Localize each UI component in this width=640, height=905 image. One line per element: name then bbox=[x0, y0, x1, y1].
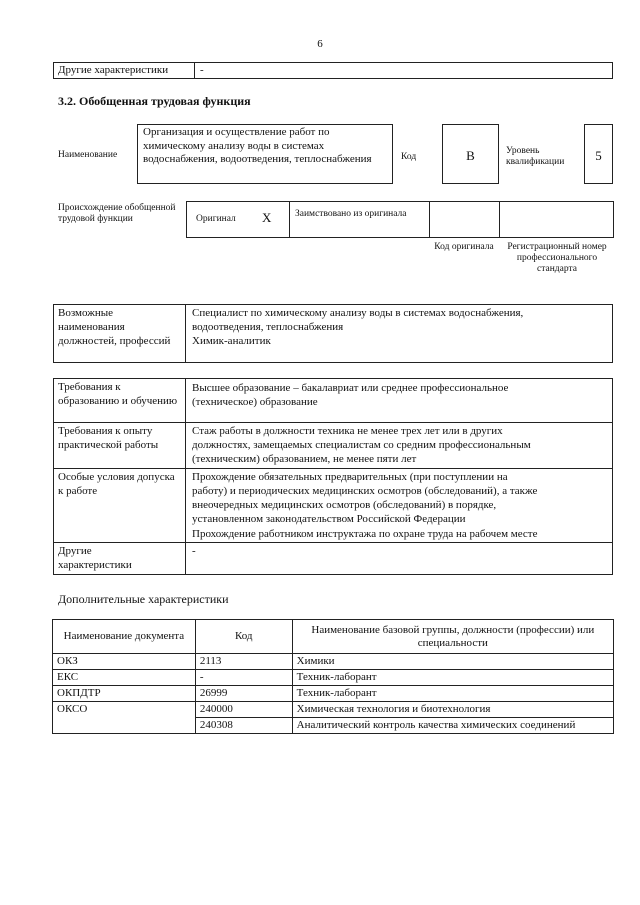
row-doc: ОКСО bbox=[53, 702, 196, 734]
row-code: - bbox=[195, 670, 292, 686]
top-row-label: Другие характеристики bbox=[58, 64, 169, 76]
row-name: Аналитический контроль качества химических соединений bbox=[292, 718, 613, 734]
additional-table bbox=[52, 619, 614, 734]
positions-line-1: Специалист по химическому анализу воды в системах водоснабжения, bbox=[192, 307, 524, 319]
header-name: Наименование базовой группы, должности (профессии) или специальности bbox=[292, 620, 613, 654]
positions-line-3: Химик-аналитик bbox=[192, 335, 271, 347]
req-education-line-1: Высшее образование – бакалавриат или среднее профессиональное bbox=[192, 382, 509, 394]
requirements-divider bbox=[185, 378, 186, 575]
row-code: 240000 bbox=[195, 702, 292, 718]
header-document: Наименование документа bbox=[53, 620, 196, 654]
original-mark: X bbox=[262, 210, 272, 225]
row-code: 26999 bbox=[195, 686, 292, 702]
row-code: 2113 bbox=[195, 654, 292, 670]
name-label: Наименование bbox=[58, 150, 118, 160]
row-doc: ЕКС bbox=[53, 670, 196, 686]
req-experience-line-2: должностях, замещаемых специалистам со средним профессиональным bbox=[192, 439, 531, 451]
req-other-label: Другие характеристики bbox=[58, 545, 132, 571]
origin-divider-1 bbox=[289, 201, 290, 238]
req-admission-line-4: установленном законодательством Российской Федерации bbox=[192, 513, 466, 525]
table-row bbox=[53, 670, 614, 686]
original-label: Оригинал bbox=[196, 214, 236, 224]
page-number: 6 bbox=[317, 38, 323, 50]
row-doc: ОКЗ bbox=[53, 654, 196, 670]
row-name: Техник-лаборант bbox=[292, 670, 613, 686]
positions-label: Возможные наименования должностей, профессий bbox=[58, 307, 171, 347]
name-value: Организация и осуществление работ по химическому анализу воды в системах водоснабжения, водоотведения, теплоснабжения bbox=[143, 126, 372, 165]
req-admission-line-1: Прохождение обязательных предварительных (при поступлении на bbox=[192, 471, 508, 483]
requirements-row-line-1 bbox=[53, 422, 613, 423]
row-doc: ОКПДТР bbox=[53, 686, 196, 702]
req-education-line-2: (техническое) образование bbox=[192, 396, 318, 408]
reg-number-caption: Регистрационный номер профессионального стандарта bbox=[507, 242, 607, 274]
req-admission-label: Особые условия допуска к работе bbox=[58, 471, 175, 497]
req-education-label: Требования к образованию и обучению bbox=[58, 381, 178, 407]
origin-divider-3 bbox=[499, 201, 500, 238]
requirements-row-line-3 bbox=[53, 542, 613, 543]
level-value: 5 bbox=[595, 148, 602, 163]
row-code: 240308 bbox=[195, 718, 292, 734]
code-label: Код bbox=[401, 152, 417, 162]
requirements-row-line-2 bbox=[53, 468, 613, 469]
positions-divider bbox=[185, 304, 186, 363]
origin-label: Происхождение обобщенной трудовой функции bbox=[58, 203, 176, 224]
row-name: Техник-лаборант bbox=[292, 686, 613, 702]
additional-table-header bbox=[53, 620, 614, 654]
req-other-value: - bbox=[192, 545, 196, 557]
req-experience-line-3: (техническим) образованием, не менее пяти лет bbox=[192, 453, 417, 465]
origin-divider-2 bbox=[429, 201, 430, 238]
positions-line-2: водоотведения, теплоснабжения bbox=[192, 321, 344, 333]
level-label: Уровень квалификации bbox=[506, 146, 565, 167]
table-row bbox=[53, 686, 614, 702]
section-title: 3.2. Обобщенная трудовая функция bbox=[58, 94, 251, 108]
header-code: Код bbox=[195, 620, 292, 654]
req-experience-line-1: Стаж работы в должности техника не менее трех лет или в других bbox=[192, 425, 503, 437]
top-row-value: - bbox=[200, 64, 204, 76]
req-admission-line-3: внеочередных медицинских осмотров (обследований) в порядке, bbox=[192, 499, 497, 511]
table-row bbox=[53, 702, 614, 718]
req-admission-line-5: Прохождение работником инструктажа по охране труда на рабочем месте bbox=[192, 528, 538, 540]
original-code-caption: Код оригинала bbox=[434, 242, 494, 252]
req-admission-line-2: работу) и периодических медицинских осмотров (обследований), а также bbox=[192, 485, 538, 497]
top-row-divider bbox=[194, 62, 195, 79]
code-value: B bbox=[466, 148, 475, 163]
row-name: Химики bbox=[292, 654, 613, 670]
table-row bbox=[53, 654, 614, 670]
additional-title: Дополнительные характеристики bbox=[58, 592, 229, 606]
req-experience-label: Требования к опыту практической работы bbox=[58, 425, 159, 451]
borrowed-label: Заимствовано из оригинала bbox=[295, 209, 407, 219]
row-name: Химическая технология и биотехнология bbox=[292, 702, 613, 718]
